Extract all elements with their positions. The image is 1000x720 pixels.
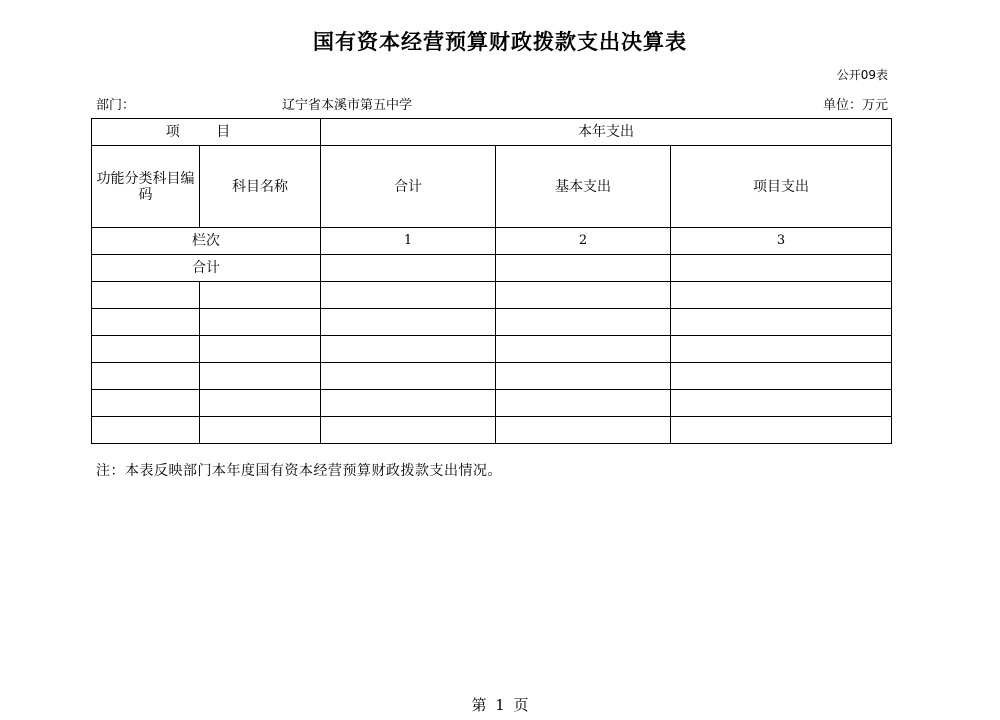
table-cell: [200, 417, 321, 444]
table-row: [92, 336, 892, 363]
table-cell: [671, 309, 892, 336]
table-cell: [200, 282, 321, 309]
table-cell: [321, 309, 496, 336]
table-cell: [496, 363, 671, 390]
total-row-label: 合计: [92, 255, 321, 282]
table-row: [92, 417, 892, 444]
table-cell: [321, 282, 496, 309]
table-cell: [92, 417, 200, 444]
table-cell: [496, 309, 671, 336]
table-cell: [321, 363, 496, 390]
table-cell: [200, 363, 321, 390]
unit-label: 单位：万元: [822, 98, 888, 113]
form-code: 公开09表: [836, 68, 888, 82]
table-row: [92, 363, 892, 390]
name-column-header: 科目名称: [200, 146, 321, 228]
table-cell: [92, 363, 200, 390]
table-cell: [671, 417, 892, 444]
header-row-2: [92, 146, 892, 228]
table-cell: [496, 336, 671, 363]
table-cell: [496, 390, 671, 417]
current-year-header: 本年支出: [321, 119, 892, 146]
department-value: 辽宁省本溪市第五中学: [282, 98, 413, 113]
table-cell: [92, 309, 200, 336]
basic-column-header: 基本支出: [496, 146, 671, 228]
table-cell: [200, 309, 321, 336]
expenditure-table: [91, 118, 892, 444]
table-cell: [671, 390, 892, 417]
total-column-header: 合计: [321, 146, 496, 228]
index-label: 栏次: [92, 228, 321, 255]
index-row: [92, 228, 892, 255]
table-cell: [321, 336, 496, 363]
total-row: [92, 255, 892, 282]
table-cell: [92, 390, 200, 417]
table-note: 注：本表反映部门本年度国有资本经营预算财政拨款支出情况。: [96, 463, 502, 479]
table-cell: [92, 336, 200, 363]
table-cell: [671, 336, 892, 363]
index-cell: 2: [496, 228, 671, 255]
total-cell: [321, 255, 496, 282]
table-cell: [671, 363, 892, 390]
code-column-header: 功能分类科目编码: [92, 146, 200, 228]
table-cell: [200, 390, 321, 417]
table-cell: [496, 282, 671, 309]
report-title: 国有资本经营预算财政拨款支出决算表: [313, 29, 687, 54]
header-row-1: [92, 119, 892, 146]
total-cell: [496, 255, 671, 282]
total-cell: [671, 255, 892, 282]
table-cell: [671, 282, 892, 309]
table-row: [92, 282, 892, 309]
item-header: 项 目: [92, 119, 321, 146]
department-label: 部门：: [96, 98, 136, 113]
index-cell: 1: [321, 228, 496, 255]
table-cell: [321, 390, 496, 417]
table-cell: [496, 417, 671, 444]
table-cell: [200, 336, 321, 363]
table-row: [92, 390, 892, 417]
index-cell: 3: [671, 228, 892, 255]
table-cell: [321, 417, 496, 444]
page-number: 第 1 页: [471, 696, 529, 714]
project-column-header: 项目支出: [671, 146, 892, 228]
table-row: [92, 309, 892, 336]
table-cell: [92, 282, 200, 309]
